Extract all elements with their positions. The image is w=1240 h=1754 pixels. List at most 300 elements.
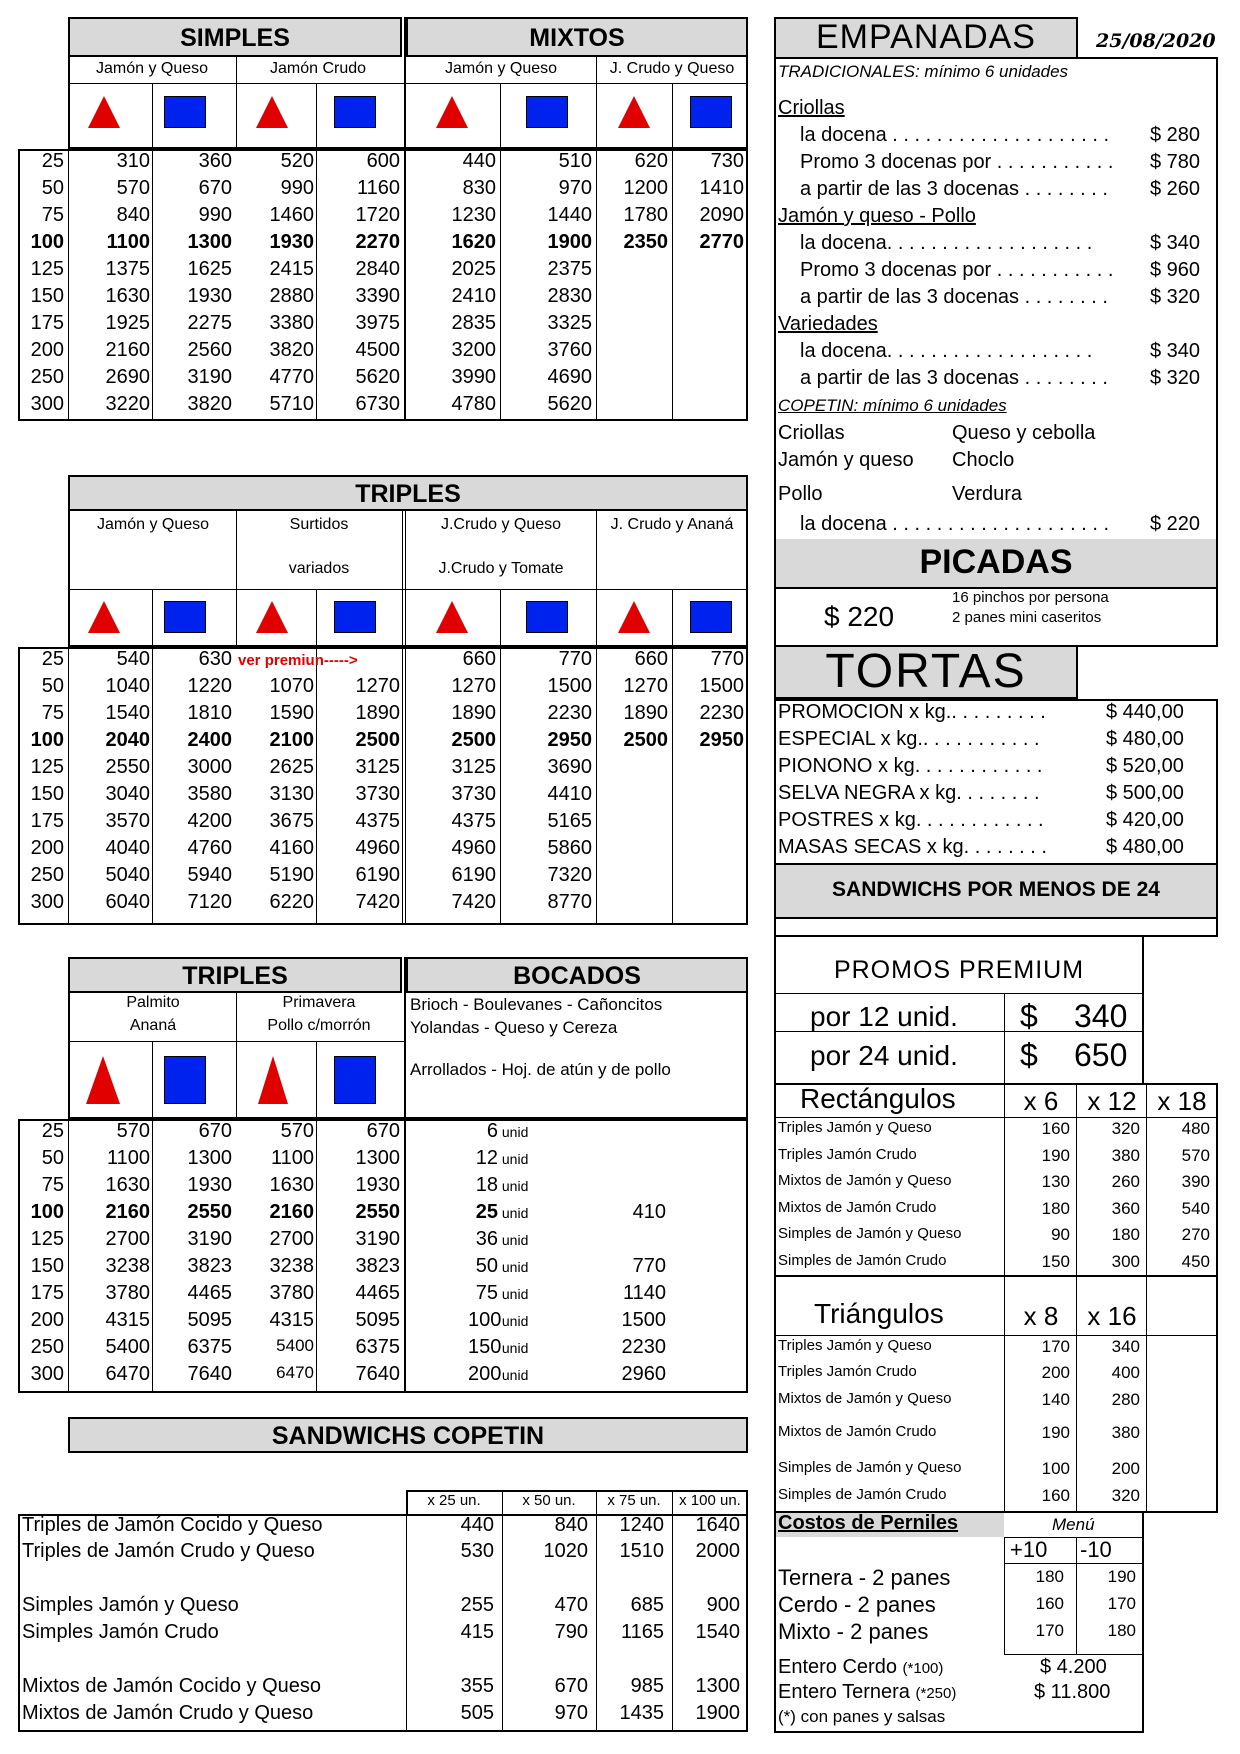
simples-mixtos-cell: 2835 [451,312,496,334]
rect-name: Simples de Jamón y Queso [778,1225,962,1242]
triples2-col2b: Pollo c/morrón [267,1017,371,1034]
bocados-line3: Arrollados - Hoj. de atún y de pollo [410,1060,671,1079]
simples-mixtos-cell: 670 [198,177,232,199]
premium-r2: por 24 unid. [810,1040,958,1071]
triples1-cell: 4200 [187,810,232,832]
simples-mixtos-cell: 2415 [269,258,314,280]
simples-mixtos-cell: 1460 [269,204,314,226]
copetin-header: x 100 un. [679,1492,741,1509]
triples2-cell: 1930 [187,1174,232,1196]
triples1-cell: 770 [710,648,744,670]
triples2-cell: 3238 [105,1255,150,1277]
tri-name: Mixtos de Jamón y Queso [778,1390,952,1407]
rect-cell: 130 [1041,1172,1070,1191]
tri-cell: 340 [1111,1337,1140,1356]
pernil-name: Cerdo - 2 panes [778,1592,936,1617]
triples1-cell: 7320 [547,864,592,886]
size-cell: 300 [30,393,64,415]
bocados-qty-value: 150 [468,1336,502,1358]
empanadas-criollas: Criollas [778,97,845,119]
triples2-cell: 3823 [187,1255,232,1277]
rect-cell: 180 [1041,1198,1070,1218]
rect-cell: 300 [1111,1251,1140,1271]
rect-cell: 150 [1041,1251,1070,1271]
empanadas-price-1: $ 280 [1150,124,1201,146]
triples1-cell: 4160 [269,837,314,859]
bocados-line1: Brioch - Boulevanes - Cañoncitos [410,995,663,1014]
bocados-qty-value: 200 [468,1363,502,1385]
triples1-cell: 3690 [547,756,592,778]
simples-mixtos-cell: 1300 [187,231,232,253]
empanadas-promo-2: Promo 3 docenas por . . . . . . . . . . . [800,259,1114,281]
torta-name: PROMOCION x kg.. . . . . . . . . [778,701,1046,723]
pernil-name: Mixto - 2 panes [778,1619,929,1644]
bocados-price: 770 [632,1255,666,1277]
size-cell: 250 [30,864,64,886]
triples1-cell: 2500 [355,729,400,751]
triples1-cell: 4375 [355,810,400,832]
picadas-line2: 2 panes mini caseritos [952,609,1102,626]
size-cell: 250 [30,366,64,388]
size-cell: 175 [30,1282,64,1304]
copetin-cell: 1640 [695,1514,740,1536]
empanadas-apartir-1: a partir de las 3 docenas . . . . . . . . [800,178,1108,200]
pernil-plus: 180 [1035,1567,1064,1586]
rect-name: Simples de Jamón Crudo [778,1251,947,1269]
triples2-cell: 4465 [355,1282,400,1304]
perniles-e1-price: $ 4.200 [1040,1656,1107,1678]
copetin-cell: 355 [460,1675,494,1697]
triples1-col2b: variados [288,560,350,577]
triples2-cell: 7640 [187,1363,232,1385]
triples1-cell: 1270 [451,675,496,697]
simples-mixtos-cell: 5620 [547,393,592,415]
triples1-cell: 7420 [355,891,400,913]
simples-mixtos-cell: 4500 [355,339,400,361]
simples-mixtos-cell: 3220 [105,393,150,415]
triangle-icon [618,96,650,128]
triangle-icon [436,96,468,128]
triples2-cell: 5095 [187,1309,232,1331]
triples2-cell: 3823 [355,1255,400,1277]
copetin-header: x 75 un. [607,1492,661,1509]
size-cell: 50 [41,177,64,199]
copetin-cell: 1165 [620,1621,664,1643]
square-icon [334,96,376,128]
copetin-title: SANDWICHS COPETIN [68,1417,748,1453]
size-cell: 100 [30,1201,64,1223]
simples-mixtos-cell: 520 [280,150,314,172]
bocados-qty [468,1255,578,1278]
simples-mixtos-cell: 2375 [547,258,592,280]
size-cell: 100 [30,729,64,751]
square-icon [334,1056,376,1104]
rect-cell: 360 [1111,1198,1140,1218]
simples-mixtos-cell: 1720 [355,204,400,226]
size-cell: 150 [30,783,64,805]
triples2-col2a: Primavera [282,994,356,1011]
simples-mixtos-cell: 3325 [547,312,592,334]
rect-cell: 320 [1111,1119,1140,1138]
size-cell: 100 [30,231,64,253]
perniles-e2-price: $ 11.800 [1034,1681,1111,1703]
triples2-cell: 2160 [105,1201,150,1223]
pernil-plus: 170 [1035,1621,1064,1640]
simples-mixtos-cell: 1930 [269,231,314,253]
triples1-cell: 7120 [187,891,232,913]
square-icon [690,96,732,128]
triples1-cell: 2230 [547,702,592,724]
triples1-cell: 3675 [269,810,314,832]
triples1-cell: 1890 [355,702,400,724]
empanadas-price-9: $ 220 [1150,513,1201,535]
triples1-cell: 5190 [269,864,314,886]
pernil-minus: 170 [1107,1594,1136,1613]
triples1-cell: 1500 [547,675,592,697]
bocados-qty [468,1201,578,1224]
triples1-cell: 5860 [547,837,592,859]
torta-price: $ 480,00 [1106,836,1184,858]
copetin-name: Triples de Jamón Cocido y Queso [22,1514,323,1536]
simples-mixtos-cell: 2275 [187,312,232,334]
copetin-cell: 1540 [695,1621,740,1643]
triples2-cell: 670 [198,1120,232,1142]
triples1-cell: 7420 [451,891,496,913]
triangle-icon [256,96,288,128]
square-icon [334,601,376,633]
square-icon [526,601,568,633]
rect-cell: 570 [1181,1145,1210,1165]
picadas-line1: 16 pinchos por persona [952,589,1109,606]
triples2-cell: 670 [366,1120,400,1142]
simples-mixtos-cell: 360 [198,150,232,172]
size-cell: 125 [30,756,64,778]
triples2-cell: 3780 [269,1282,314,1304]
simples-mixtos-cell: 990 [280,177,314,199]
square-icon [690,601,732,633]
triples1-cell: 8770 [547,891,592,913]
copetin-name: Simples Jamón y Queso [22,1594,239,1616]
rect-cell: 390 [1181,1172,1210,1191]
rect-name: Triples Jamón Crudo [778,1145,917,1163]
size-cell: 50 [41,1147,64,1169]
simples-mixtos-cell: 1620 [451,231,496,253]
copetin-cell: 255 [460,1594,494,1616]
simples-mixtos-cell: 2560 [187,339,232,361]
simples-mixtos-cell: 1630 [105,285,150,307]
simples-mixtos-cell: 1925 [105,312,150,334]
copetin-name: Simples Jamón Crudo [22,1621,219,1643]
rect-name: Mixtos de Jamón Crudo [778,1198,937,1216]
triples1-cell: 3730 [355,783,400,805]
simples-mixtos-cell: 440 [462,150,496,172]
tri-cell: 200 [1111,1459,1140,1478]
simples-mixtos-cell: 2270 [355,231,400,253]
simples-mixtos-cell: 5710 [269,393,314,415]
triples1-cell: 2100 [269,729,314,751]
triples2-cell: 3190 [355,1228,400,1250]
triples1-cell: 770 [558,648,592,670]
simples-mixtos-cell: 3820 [187,393,232,415]
empanadas-trad: TRADICIONALES: mínimo 6 unidades [778,62,1069,81]
empanadas-variedades: Variedades [778,313,878,335]
bocados-title: BOCADOS [406,957,748,993]
triples2-cell: 3780 [105,1282,150,1304]
simples-mixtos-cell: 1100 [106,231,150,253]
triples2-cell: 2160 [269,1201,314,1223]
perniles-e2-note: (*250) [915,1685,957,1702]
empanadas-apartir-3: a partir de las 3 docenas . . . . . . . . [800,367,1108,389]
triples2-cell: 5095 [355,1309,400,1331]
triples2-cell: 1630 [105,1174,150,1196]
triples1-cell: 5940 [187,864,232,886]
square-icon [164,601,206,633]
triples2-cell: 3190 [187,1228,232,1250]
triples2-col1b: Ananá [129,1017,177,1034]
empanadas-price-3: $ 260 [1150,178,1201,200]
triples1-cell: 1590 [269,702,314,724]
triples1-cell: 660 [634,648,668,670]
copetin-cell: 790 [554,1621,588,1643]
triples2-col1a: Palmito [126,994,180,1011]
tri-name: Triples Jamón y Queso [778,1337,932,1354]
simples-mixtos-cell: 840 [116,204,150,226]
triples2-cell: 6470 [105,1363,150,1385]
premium-r2-value: 650 [1074,1037,1128,1073]
simples-mixtos-cell: 3200 [451,339,496,361]
triangle-icon [86,1056,120,1104]
simples-mixtos-cell: 830 [462,177,496,199]
simples-mixtos-cell: 2840 [355,258,400,280]
torta-price: $ 420,00 [1106,809,1184,831]
copetin-verdura: Verdura [952,483,1023,505]
bocados-unit: unid [498,1178,529,1194]
copetin-cell: 900 [706,1594,740,1616]
bocados-qty [468,1228,578,1251]
empanadas-price-2: $ 780 [1150,151,1201,173]
triples2-cell: 6375 [355,1336,400,1358]
simples-mixtos-cell: 6730 [355,393,400,415]
pernil-minus: 180 [1107,1621,1136,1640]
copetin-header: x 50 un. [522,1492,576,1509]
tri-name: Triples Jamón Crudo [778,1363,917,1380]
date: 25/08/2020 [1096,30,1216,52]
premium-r1: por 12 unid. [810,1001,958,1032]
copetin-name: Triples de Jamón Crudo y Queso [22,1540,315,1562]
triples1-cell: 540 [116,648,150,670]
size-cell: 75 [41,1174,64,1196]
triples1-cell: 6220 [269,891,314,913]
bocados-qty [468,1336,578,1359]
simples-mixtos-cell: 310 [116,150,150,172]
empanadas-docena-3: la docena. . . . . . . . . . . . . . . . . . . [800,340,1093,362]
simples-mixtos-cell: 570 [116,177,150,199]
rect-cell: 160 [1041,1119,1070,1138]
empanadas-title: EMPANADAS [816,18,1036,56]
bocados-qty-value: 50 [475,1255,498,1277]
perniles-menu: Menú [1052,1515,1095,1534]
triangle-icon [88,96,120,128]
copetin-cell: 1240 [619,1514,664,1536]
simples-mixtos-cell: 3975 [355,312,400,334]
simples-col2: Jamón Crudo [269,60,367,77]
triples1-cell: 4410 [547,783,592,805]
size-cell: 175 [30,810,64,832]
triples1-col3b: J.Crudo y Tomate [438,560,564,577]
triples1-cell: 3125 [355,756,400,778]
triples1-cell: 2400 [187,729,232,751]
bocados-qty-value: 25 [475,1201,498,1223]
empanadas-price-6: $ 320 [1150,286,1201,308]
sandwichs24-title: SANDWICHS POR MENOS DE 24 [832,878,1160,901]
triples1-cell: 630 [198,648,232,670]
simples-mixtos-cell: 3990 [451,366,496,388]
tri-cell: 170 [1041,1337,1070,1356]
triples2-cell: 2550 [355,1201,400,1223]
simples-mixtos-cell: 2830 [547,285,592,307]
triples1-cell: 1890 [451,702,496,724]
bocados-line2: Yolandas - Queso y Cereza [410,1018,618,1037]
simples-title: SIMPLES [68,17,402,57]
copetin-cell: 440 [460,1514,494,1536]
size-cell: 25 [41,150,64,172]
copetin-cell: 505 [460,1702,494,1724]
bocados-qty-value: 18 [475,1174,498,1196]
simples-mixtos-cell: 4780 [451,393,496,415]
triples1-cell: 4960 [355,837,400,859]
simples-mixtos-cell: 1375 [105,258,150,280]
triples1-cell: 2625 [269,756,314,778]
rect-cell: 90 [1051,1225,1070,1244]
triples1-cell: 1270 [355,675,400,697]
torta-name: PIONONO x kg. . . . . . . . . . . . [778,755,1043,777]
empanadas-copetin: COPETIN: mínimo 6 unidades [778,396,1007,415]
copetin-cell: 840 [554,1514,588,1536]
triples2-cell: 4315 [269,1309,314,1331]
triples2-cell: 1300 [187,1147,232,1169]
triples1-cell: 3040 [105,783,150,805]
triangle-icon [436,601,468,633]
triples1-cell: 3730 [451,783,496,805]
size-cell: 200 [30,837,64,859]
triples1-cell: 4375 [451,810,496,832]
bocados-unit: unid [498,1367,529,1383]
triangle-icon [256,601,288,633]
simples-mixtos-cell: 730 [710,150,744,172]
empanadas-docena-2: la docena. . . . . . . . . . . . . . . . . . . [800,232,1093,254]
size-cell: 175 [30,312,64,334]
triples2-cell: 6375 [187,1336,232,1358]
pernil-minus: 190 [1107,1567,1136,1586]
triples2-cell: 4315 [105,1309,150,1331]
simples-mixtos-cell: 1440 [547,204,592,226]
empanadas-promo-1: Promo 3 docenas por . . . . . . . . . . . [800,151,1114,173]
size-cell: 75 [41,702,64,724]
bocados-qty-value: 100 [468,1309,502,1331]
rect-cell: 270 [1181,1225,1210,1244]
perniles-e1 [778,1656,943,1679]
copetin-cell: 1300 [695,1675,740,1697]
triples2-cell: 1300 [355,1147,400,1169]
tri-name: Mixtos de Jamón Crudo [778,1423,937,1440]
copetin-cell: 1435 [619,1702,664,1724]
triples1-cell: 660 [462,648,496,670]
triples1-cell: 1040 [105,675,150,697]
triples2-cell: 3238 [269,1255,314,1277]
triples1-cell: 4960 [451,837,496,859]
size-cell: 300 [30,1363,64,1385]
rect-cell: 540 [1181,1198,1210,1218]
copetin-criollas: Criollas [778,422,845,444]
simples-mixtos-cell: 990 [198,204,232,226]
simples-mixtos-cell: 3760 [547,339,592,361]
triples1-cell: 6040 [105,891,150,913]
bocados-unit: unid [498,1259,529,1275]
copetin-cell: 685 [630,1594,664,1616]
rect-cell: 380 [1111,1145,1140,1165]
copetin-cell: 2000 [695,1540,740,1562]
size-cell: 50 [41,675,64,697]
simples-mixtos-cell: 3190 [187,366,232,388]
premium-r2-currency: $ [1020,1037,1038,1073]
pernil-name: Ternera - 2 panes [778,1565,951,1590]
triples1-cell: 1220 [187,675,232,697]
bocados-qty [468,1363,578,1386]
bocados-qty [468,1282,578,1305]
copetin-cell: 970 [554,1702,588,1724]
bocados-price: 2230 [621,1336,666,1358]
simples-mixtos-cell: 2880 [269,285,314,307]
bocados-qty-value: 75 [475,1282,498,1304]
copetin-jamon-queso: Jamón y queso [778,449,914,471]
rect-cell: 480 [1181,1119,1210,1138]
rect-cell: 180 [1111,1225,1140,1244]
triples1-cell: 6190 [451,864,496,886]
triples1-cell: 4760 [187,837,232,859]
premium-note: ver premiun-----> [238,652,358,669]
simples-mixtos-cell: 2410 [451,285,496,307]
simples-mixtos-cell: 2690 [105,366,150,388]
copetin-cell: 1510 [619,1540,664,1562]
rect-name: Mixtos de Jamón y Queso [778,1172,952,1189]
simples-mixtos-cell: 1410 [699,177,744,199]
perniles-e1-note: (*100) [902,1660,944,1677]
triples1-cell: 2040 [105,729,150,751]
triples1-cell: 2500 [623,729,668,751]
simples-mixtos-cell: 1930 [187,285,232,307]
triangle-icon [618,601,650,633]
triples1-cell: 3570 [105,810,150,832]
triples1-cell: 2950 [699,729,744,751]
premium-title: PROMOS PREMIUM [833,956,1085,984]
triangle-icon [258,1056,288,1104]
size-cell: 200 [30,1309,64,1331]
bocados-unit: unid [498,1286,529,1302]
copetin-cell: 985 [630,1675,664,1697]
rect-cell: 450 [1181,1251,1210,1271]
perniles-e1-label: Entero Cerdo [778,1656,897,1678]
torta-name: ESPECIAL x kg.. . . . . . . . . . . [778,728,1040,750]
bocados-price: 410 [632,1201,666,1223]
copetin-name: Mixtos de Jamón Cocido y Queso [22,1675,322,1697]
torta-price: $ 500,00 [1106,782,1184,804]
tri-cell: 190 [1041,1423,1070,1442]
size-cell: 25 [41,648,64,670]
triples1-cell: 2500 [451,729,496,751]
copetin-cell: 670 [554,1675,588,1697]
perniles-e2-label: Entero Ternera [778,1681,910,1703]
copetin-name: Mixtos de Jamón Crudo y Queso [22,1702,314,1724]
